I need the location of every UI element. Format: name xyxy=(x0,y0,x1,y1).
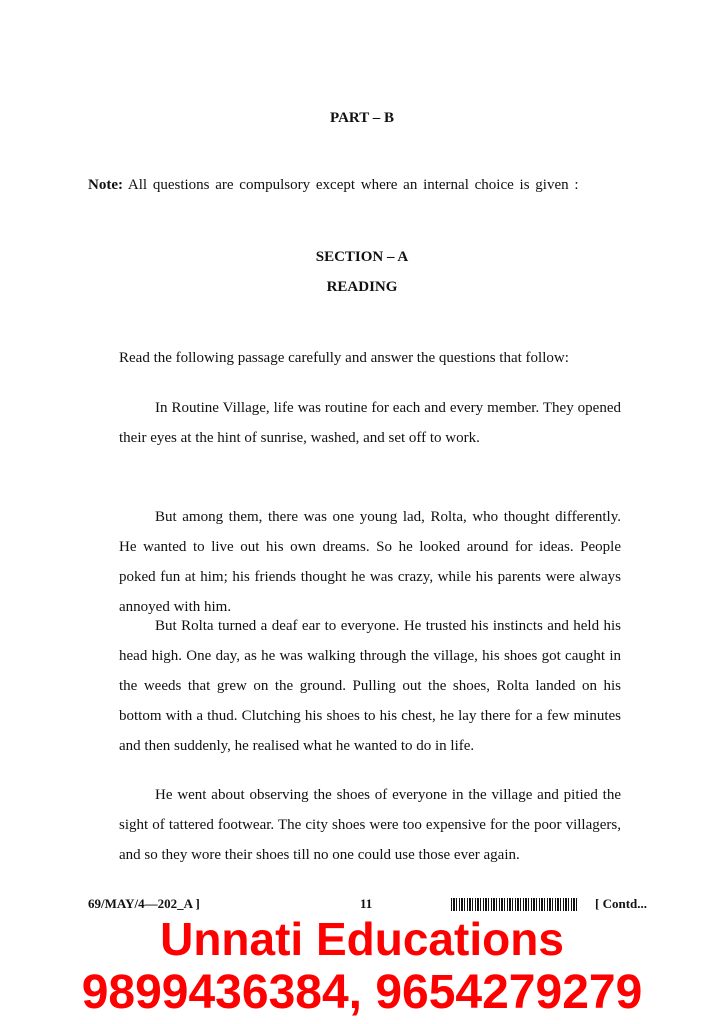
passage-instruction: Read the following passage carefully and answer the questions that follow: xyxy=(119,350,569,366)
watermark-phones: 9899436384, 9654279279 xyxy=(81,966,643,1019)
passage-paragraph-1: In Routine Village, life was routine for each and every member. They opened their eyes at the hint of sunrise, washed, and set off to work. xyxy=(119,400,621,446)
note-label: Note: xyxy=(88,177,123,193)
passage-paragraph-2: But among them, there was one young lad, Rolta, who thought differently. He wanted to live out his own dreams. So he looked around for ideas. People poked fun at him; his friends thought he was crazy, while his parents were always annoyed with him. xyxy=(119,509,621,615)
section-heading: SECTION – A xyxy=(315,249,409,265)
barcode xyxy=(451,898,579,911)
passage-paragraph-3: But Rolta turned a deaf ear to everyone. He trusted his instincts and held his head high. One day, as he was walking through the village, his shoes got caught in the weeds that grew on the ground. Pulling out the shoes, Rolta landed on his bottom with a thud. Clutching his shoes to his chest, he lay there for a few minutes and then suddenly, he realised what he wanted to do in life. xyxy=(119,618,621,754)
note-line xyxy=(88,177,579,194)
note-text: All questions are compulsory except where an internal choice is given : xyxy=(122,177,579,193)
paper-code: 69/MAY/4—202_A ] xyxy=(88,896,200,911)
section-title: READING xyxy=(326,279,398,295)
passage-paragraph-4: He went about observing the shoes of everyone in the village and pitied the sight of tattered footwear. The city shoes were too expensive for the poor villagers, and so they wore their shoes till no one could use those ever again. xyxy=(119,787,621,863)
watermark-name: Unnati Educations xyxy=(160,913,564,965)
part-heading: PART – B xyxy=(330,110,394,126)
page-number: 11 xyxy=(360,896,373,911)
continued-label: [ Contd... xyxy=(595,896,648,911)
